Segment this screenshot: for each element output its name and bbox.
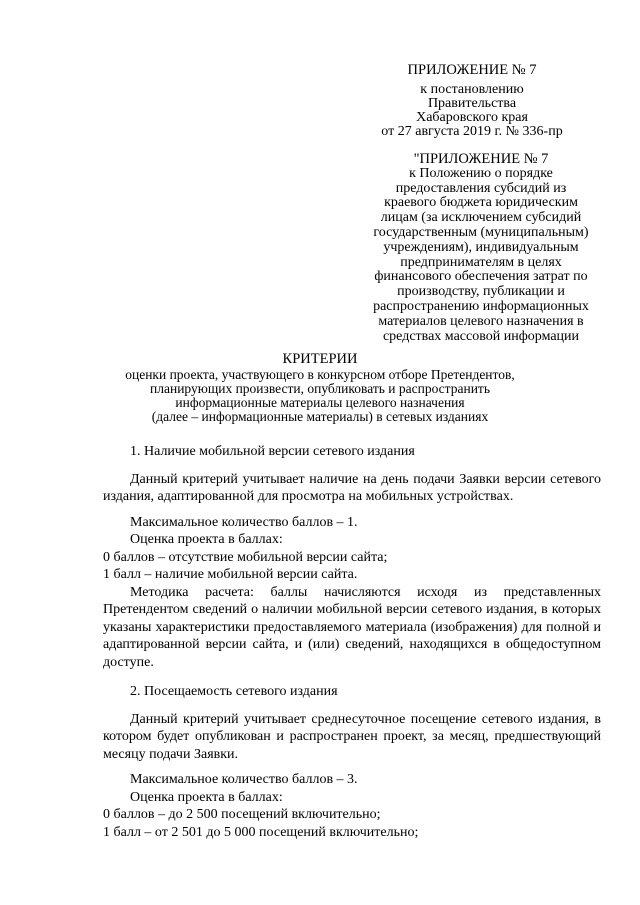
section-2-score-0: 0 баллов – до 2 500 посещений включительно; [103, 807, 381, 822]
regulation-line: государственным (муниципальным) [373, 224, 589, 240]
appendix-line: Правительства [427, 96, 517, 111]
regulation-line: финансового обеспечения затрат по [374, 269, 588, 285]
section-2-max-points: Максимальное количество баллов – 3. [130, 772, 358, 787]
section-1 [103, 443, 601, 671]
section-2-scoring-label: Оценка проекта в баллах: [130, 789, 283, 805]
regulation-line: предпринимателям в целях [400, 254, 562, 270]
appendix-line: Хабаровского края [416, 110, 528, 125]
section-2-score-1: 1 балл – от 2 501 до 5 000 посещений включительно; [103, 824, 419, 840]
regulation-line: производству, публикации и [397, 284, 565, 300]
regulation-line: к Положению о порядке [409, 165, 553, 181]
appendix-title: ПРИЛОЖЕНИЕ № 7 [407, 62, 537, 78]
regulation-line: предоставления субсидий из [395, 180, 567, 196]
appendix-line: к постановлению [420, 82, 524, 97]
regulation-appendix-header [356, 152, 606, 344]
section-1-score-1: 1 балл – наличие мобильной версии сайта. [103, 567, 358, 582]
section-2 [103, 683, 601, 841]
section-2-description: Данный критерий учитывает среднесуточное посещение сетевого издания, в котором будет опубликован и распространен проект, за месяц, предшествующий месяцу подачи Заявки. [103, 711, 601, 762]
section-1-max-points: Максимальное количество баллов – 1. [130, 514, 358, 530]
criteria-title: КРИТЕРИИ [282, 351, 358, 367]
criteria-subtitle [96, 368, 544, 424]
regulation-line: учреждениям), индивидуальным [383, 239, 579, 255]
section-1-description: Данный критерий учитывает наличие на день подачи Заявки версии сетевого издания, адаптированной для просмотра на мобильных устройствах. [103, 471, 601, 504]
criteria-subtitle-line: (далее – информационные материалы) в сетевых изданиях [151, 409, 489, 424]
criteria-subtitle-line: информационные материалы целевого назначения [175, 395, 465, 410]
section-1-score-0: 0 баллов – отсутствие мобильной версии сайта; [103, 549, 388, 565]
section-2-heading: 2. Посещаемость сетевого издания [130, 684, 338, 699]
section-1-method: Методика расчета: баллы начисляются исходя из представленных Претендентом сведений о наличии мобильной версии сетевого издания, в которых указаны характеристики предоставляемого материала (изображения) для полной и адаптированной версии сайта, и (или) сведений, находящихся в общедоступном доступе. [103, 584, 601, 670]
section-1-heading: 1. Наличие мобильной версии сетевого издания [130, 444, 415, 459]
regulation-line: краевого бюджета юридическим [384, 195, 578, 211]
regulation-line: распространению информационных [373, 298, 589, 314]
regulation-line: средствах массовой информации [382, 328, 580, 344]
criteria-subtitle-line: оценки проекта, участвующего в конкурсном отборе Претендентов, [125, 367, 515, 382]
regulation-line: "ПРИЛОЖЕНИЕ № 7 [413, 151, 549, 167]
section-1-scoring-label: Оценка проекта в баллах: [130, 532, 283, 547]
regulation-line: материалов целевого назначения в [378, 313, 584, 329]
appendix-line: от 27 августа 2019 г. № 336-пр [381, 124, 563, 139]
criteria-subtitle-line: планирующих произвести, опубликовать и распространить [150, 381, 490, 396]
appendix-header [372, 63, 572, 139]
regulation-line: лицам (за исключением субсидий [380, 210, 582, 226]
